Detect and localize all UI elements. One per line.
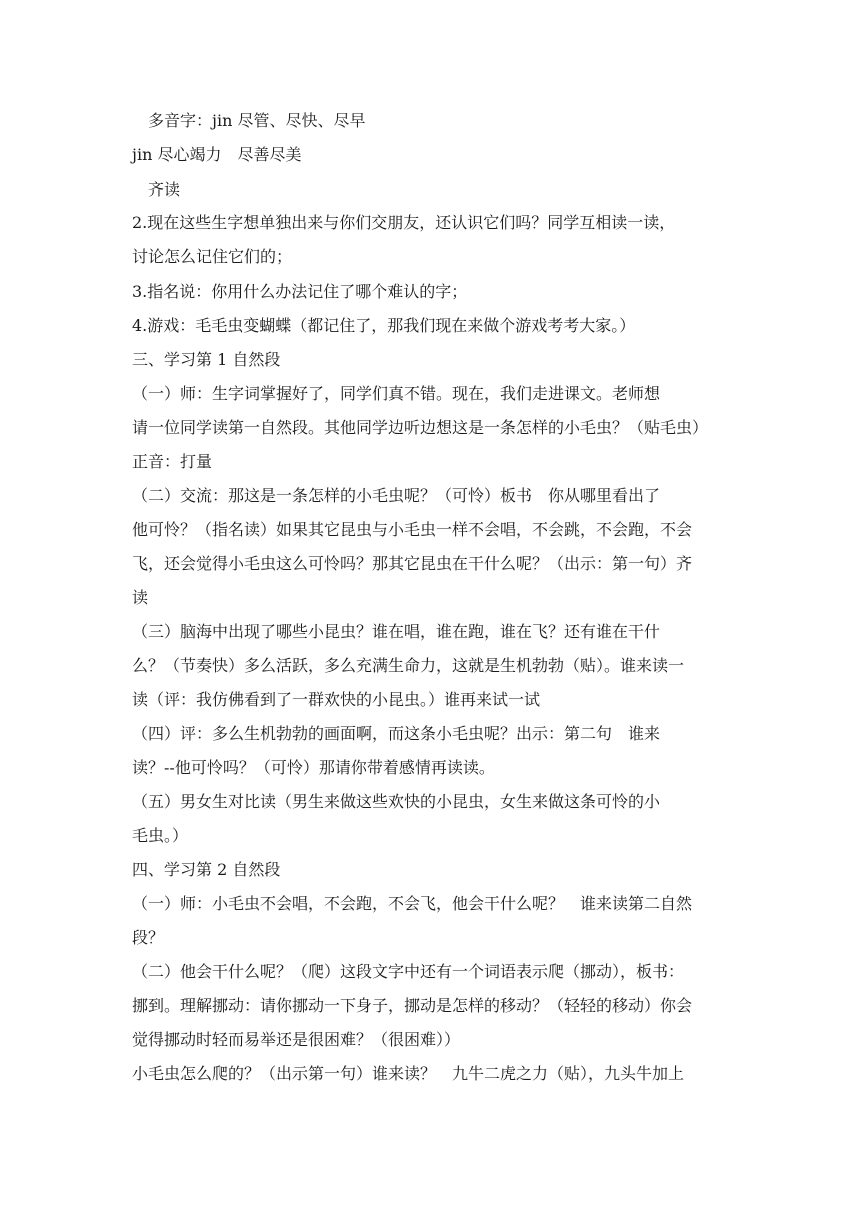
text-line: 飞，还会觉得小毛虫这么可怜吗？那其它昆虫在干什么呢？（出示：第一句）齐 bbox=[132, 554, 693, 573]
text-line: 3.指名说：你用什么办法记住了哪个难认的字； bbox=[132, 282, 468, 301]
text-line: （二）交流：那这是一条怎样的小毛虫呢？（可怜）板书 你从哪里看出了 bbox=[132, 486, 661, 505]
text-line: 毛虫。） bbox=[132, 826, 189, 845]
text-line: 小毛虫怎么爬的？（出示第一句）谁来读？ 九牛二虎之力（贴），九头牛加上 bbox=[132, 1064, 685, 1083]
text-line: 段？ bbox=[132, 928, 165, 947]
section-heading: 三、学习第 1 自然段 bbox=[132, 350, 281, 369]
text-line: 读（评：我仿佛看到了一群欢快的小昆虫。）谁再来试一试 bbox=[132, 690, 541, 709]
text-line: 请一位同学读第一自然段。其他同学边听边想这是一条怎样的小毛虫？（贴毛虫） bbox=[132, 418, 709, 437]
text-line: 齐读 bbox=[148, 180, 181, 199]
text-line: 他可怜？（指名读）如果其它昆虫与小毛虫一样不会唱，不会跳，不会跑，不会 bbox=[132, 520, 693, 539]
text-line: （二）他会干什么呢？（爬）这段文字中还有一个词语表示爬（挪动），板书： bbox=[132, 962, 685, 981]
text-line: 觉得挪动时轻而易举还是很困难？（很困难）） bbox=[132, 1030, 461, 1049]
text-line: （三）脑海中出现了哪些小昆虫？谁在唱，谁在跑，谁在飞？还有谁在干什 bbox=[132, 622, 661, 641]
section-heading: 四、学习第 2 自然段 bbox=[132, 860, 281, 879]
text-line: jin 尽心竭力 尽善尽美 bbox=[132, 145, 302, 164]
text-line: 挪到。理解挪动：请你挪动一下身子，挪动是怎样的移动？（轻轻的移动）你会 bbox=[132, 996, 693, 1015]
text-line: 4.游戏：毛毛虫变蝴蝶（都记住了，那我们现在来做个游戏考考大家。） bbox=[132, 316, 636, 335]
text-line: （一）师：小毛虫不会唱，不会跑，不会飞，他会干什么呢？ 谁来读第二自然 bbox=[132, 894, 693, 913]
text-line: 讨论怎么记住它们的； bbox=[132, 247, 293, 266]
text-line: （五）男女生对比读（男生来做这些欢快的小昆虫，女生来做这条可怜的小 bbox=[132, 792, 661, 811]
text-line: 读？--他可怜吗？（可怜）那请你带着感情再读读。 bbox=[132, 758, 495, 777]
text-line: 读 bbox=[132, 588, 149, 607]
text-line: （一）师：生字词掌握好了，同学们真不错。现在，我们走进课文。老师想 bbox=[132, 384, 661, 403]
text-line: 么？（节奏快）多么活跃，多么充满生命力，这就是生机勃勃（贴）。谁来读一 bbox=[132, 656, 685, 675]
text-line: 正音：打量 bbox=[132, 452, 213, 471]
text-line: 2.现在这些生字想单独出来与你们交朋友，还认识它们吗？同学互相读一读， bbox=[132, 213, 676, 232]
text-line: 多音字：jin 尽管、尽快、尽早 bbox=[148, 111, 366, 130]
text-line: （四）评：多么生机勃勃的画面啊，而这条小毛虫呢？出示：第二句 谁来 bbox=[132, 724, 661, 743]
